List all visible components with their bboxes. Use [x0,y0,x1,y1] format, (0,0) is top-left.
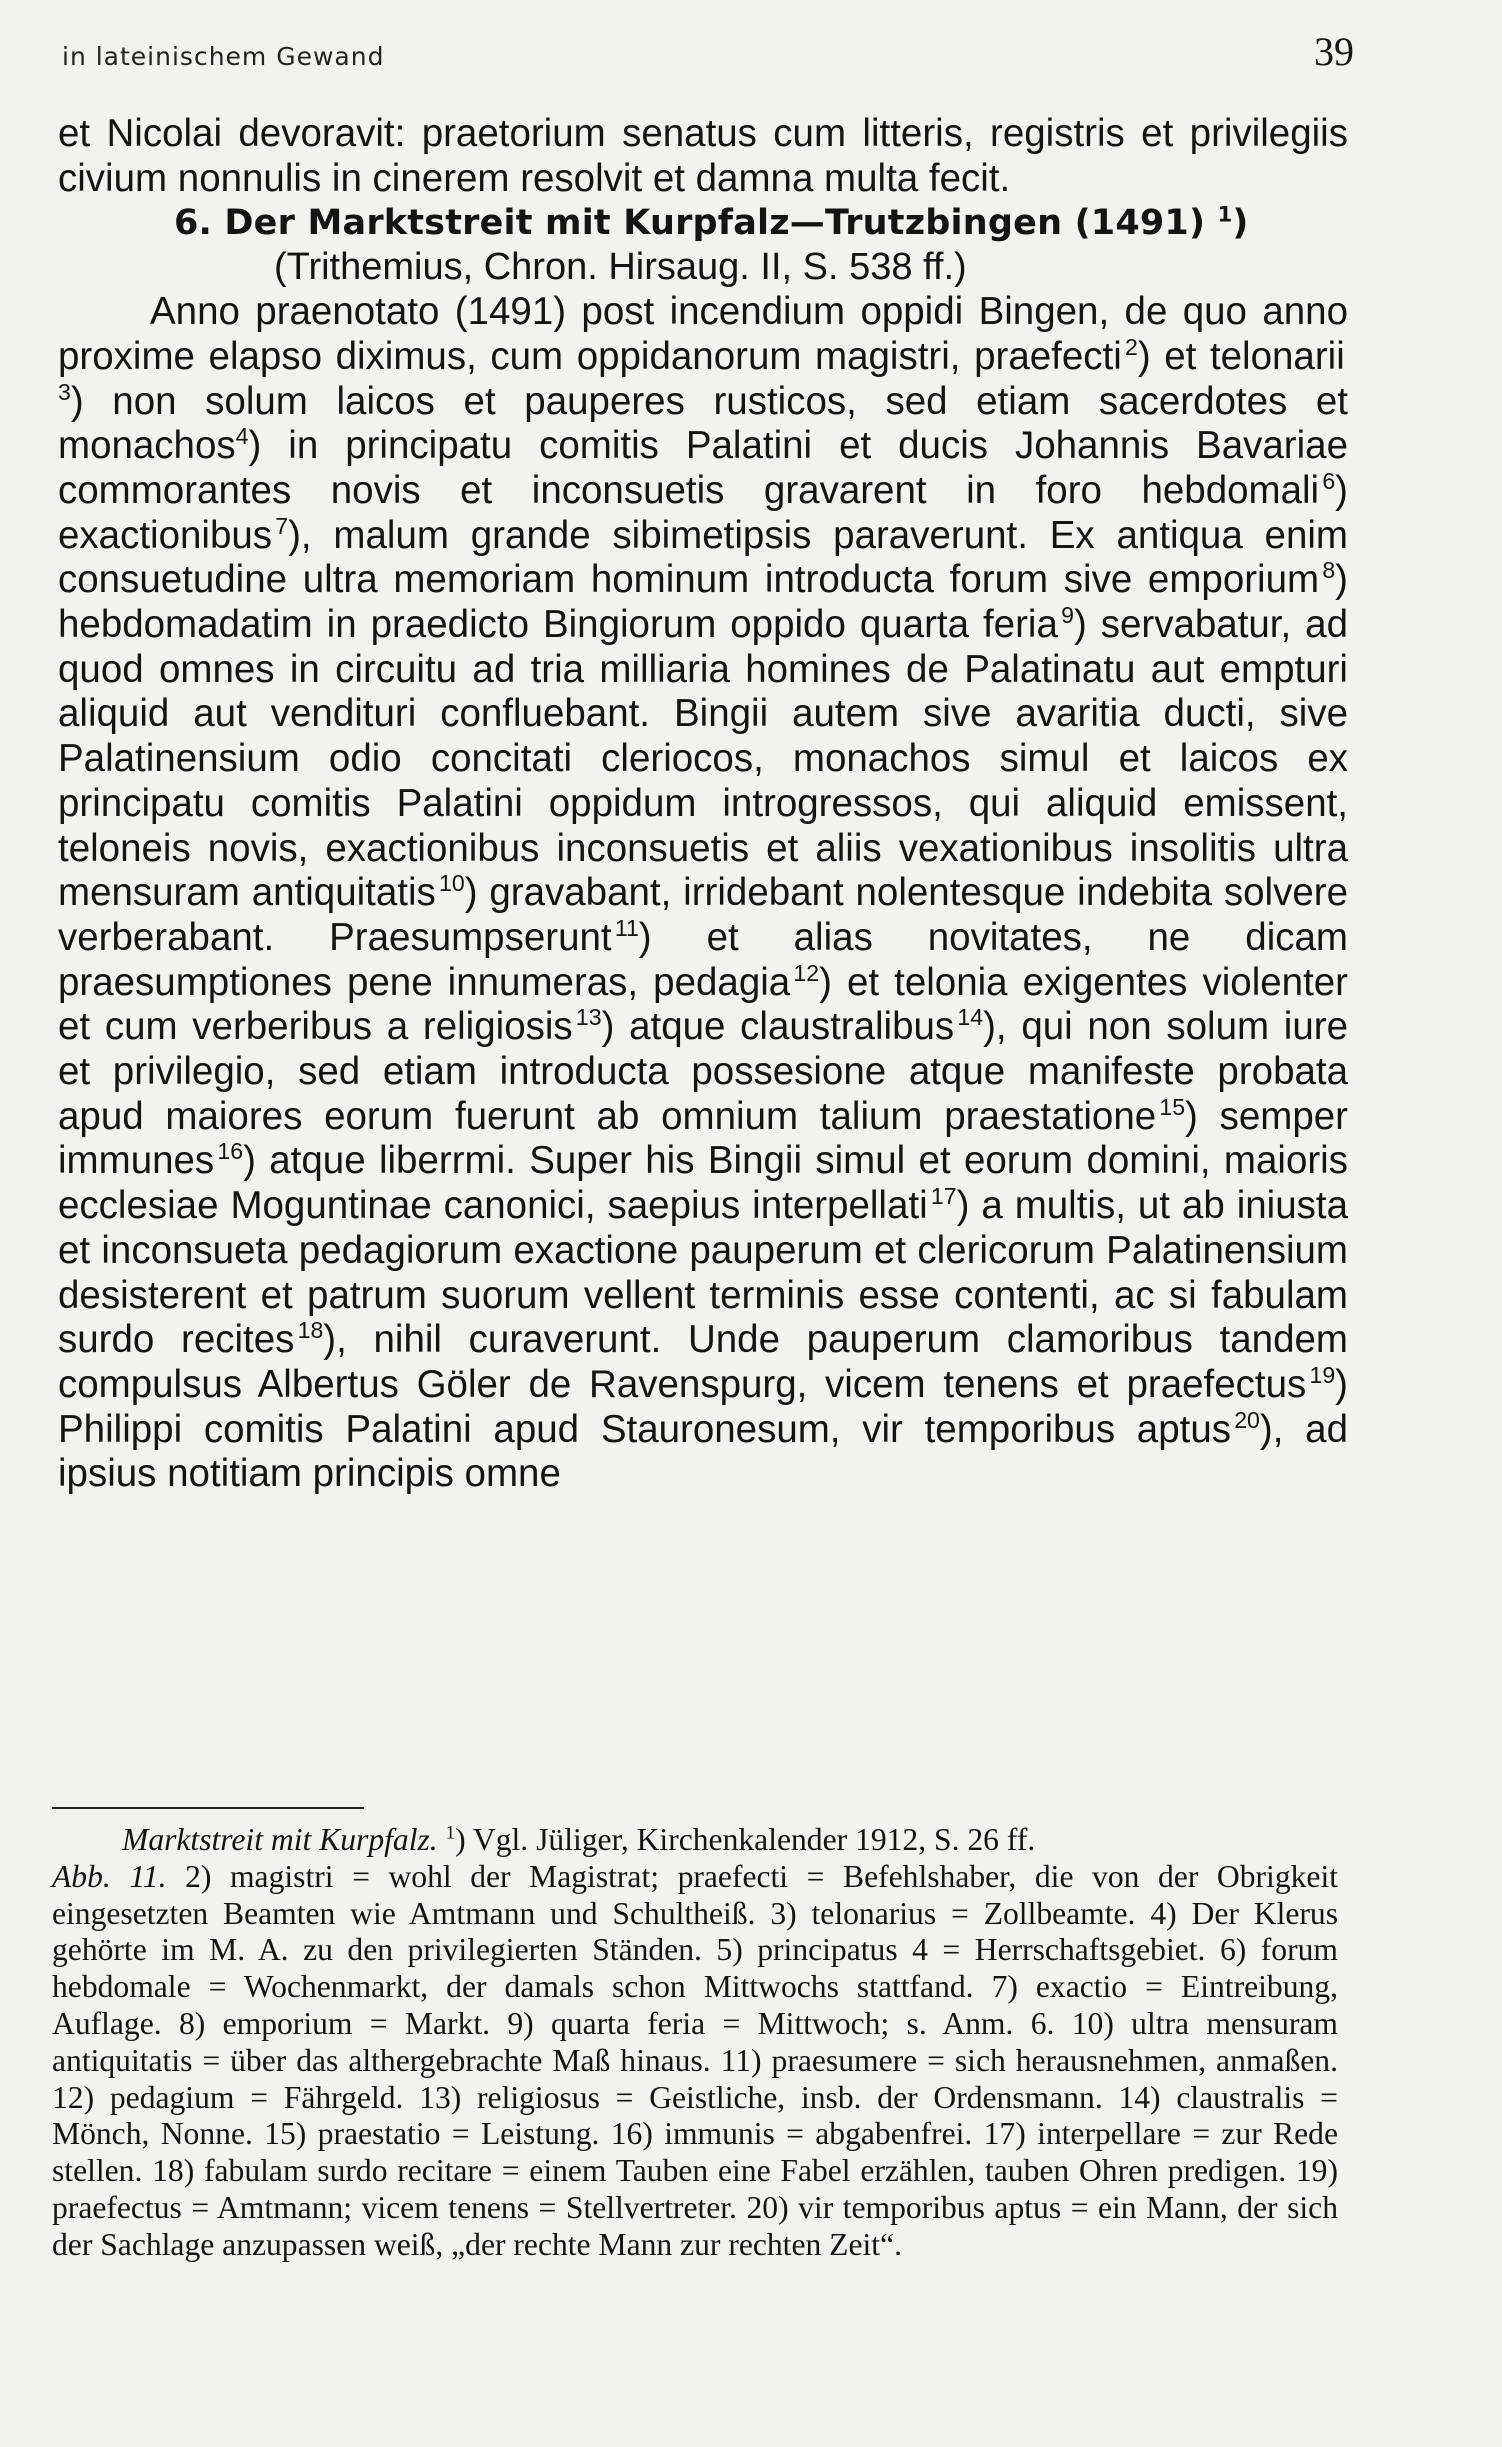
footnote-ref: 19 [1309,1362,1336,1389]
footnote-ref: 18 [297,1317,324,1344]
text-run: ) et alias novitates, ne dicam praesumptiones pene innumeras, pedagia [58,915,1348,1004]
footnote-block: Marktstreit mit Kurpfalz. $^1$) Vgl. Jüliger, Kirchenkalender 1912, S. 26 ff. Abb. 11. 2) magistri = wohl der Magistrat; praefecti = Befehlshaber, die von der Obrigkeit eingesetzten Beamten wie Amtmann und Schultheiß. 3) telonarius = Zollbeamte. 4) Der Klerus gehörte im M. A. zu den privilegierten Ständen. 5) principatus 4 = Herrschaftsgebiet. 6) forum hebdomale = Wochenmarkt, der damals schon Mittwochs stattfand. 7) exactio = Eintreibung, Auflage. 8) emporium = Markt. 9) quarta feria = Mittwoch; s. Anm. 6. 10) ultra mensuram antiquitatis = über das althergebrachte Maß hinaus. 11) praesumere = sich herausnehmen, anmaßen. 12) pedagium = Fährgeld. 13) religiosus = Geistliche, insb. der Ordensmann. 14) claustralis = Mönch, Nonne. 15) praestatio = Leistung. 16) immunis = abgabenfrei. 17) interpellare = zur Rede stellen. 18) fabulam surdo recitare = einem Tauben eine Fabel erzählen, tauben Ohren predigen. 19) praefectus = Amtmann; vicem tenens = Stellvertreter. 20) vir temporibus aptus = ein Mann, der sich der Sachlage anzupassen weiß, „der rechte Mann zur rechten Zeit“. [52,1822,1338,2262]
footnote-ref: 11 [614,915,639,942]
footnote-label: Marktstreit mit Kurpfalz. [122,1822,438,1857]
paragraph-main [58,290,1348,1497]
section-source: (Trithemius, Chron. Hirsaug. II, S. 538 ff.) [274,246,967,289]
text-run: ), malum grande sibimetipsis paraverunt. Ex antiqua enim consuetudine ultra memoriam hominum introducta forum sive emporium [58,513,1348,602]
footnote-ref: 4 [235,423,249,450]
footnote-ref: 13 [575,1004,602,1031]
figure-reference: Abb. 11. [52,1858,167,1894]
text-run: ) a multis, ut ab iniusta et inconsueta pedagiorum exactione pauperum et clericorum Palatinensium desisterent et patrum suorum vellent terminis esse contenti, ac si fabulam surdo recites [58,1184,1348,1362]
text-run: ), ad ipsius notitiam principis omne [58,1407,1348,1496]
footnote-ref: 16 [217,1138,244,1165]
text-run: ) et telonarii [1137,334,1345,378]
footnotes [52,1822,1338,2264]
footnote-ref: 9 [1061,602,1074,629]
section-heading-title: 6. Der Marktstreit mit Kurpfalz—Trutzbingen (1491) [174,203,1206,244]
footnote-ref: 1 [1217,202,1233,227]
paragraph-continued: et Nicolai devoravit: praetorium senatus cum litteris, registris et privilegiis civium nonnulis in cinerem resolvit et damna multa fecit. [58,112,1348,200]
footnote-ref: 10 [439,870,465,897]
footnote-ref: 2 [1124,333,1138,360]
text-run: ) exactionibus [58,468,1348,557]
footnote-text: 2) magistri = wohl der Magistrat; praefecti = Befehlshaber, die von der Obrigkeit eingesetzten Beamten wie Amtmann und Schultheiß. 3) telonarius = Zollbeamte. 4) Der Klerus gehörte im M. A. zu den privilegierten Ständen. 5) principatus 4 = Herrschaftsgebiet. 6) forum hebdomale = Wochenmarkt, der damals schon Mittwochs stattfand. 7) exactio = Eintreibung, Auflage. 8) emporium = Markt. 9) quarta feria = Mittwoch; s. Anm. 6. 10) ultra mensuram antiquitatis = über das althergebrachte Maß hinaus. 11) praesumere = sich herausnehmen, anmaßen. 12) pedagium = Fährgeld. 13) religiosus = Geistliche, insb. der Ordensmann. 14) claustralis = Mönch, Nonne. 15) praestatio = Leistung. 16) immunis = abgabenfrei. 17) interpellare = zur Rede stellen. 18) fabulam surdo recitare = einem Tauben eine Fabel erzählen, tauben Ohren predigen. 19) praefectus = Amtmann; vicem tenens = Stellvertreter. 20) vir temporibus aptus = ein Mann, der sich der Sachlage anzupassen weiß, „der rechte Mann zur rechten Zeit“. [52,1858,1338,2262]
text-run: ) servabatur, ad quod omnes in circuitu ad tria milliaria homines de Palatinatu aut empturi aliquid aut vendituri confluebant. Bingii autem sive avaritia ducti, sive Palatinensium odio concitati cleriocos, monachos simul et laicos ex principatu comitis Palatini oppidum introgressos, qui aliquid emissent, teloneis novis, exactionibus inconsuetis et aliis vexationibus insolitis ultra mensuram antiquitatis [58,603,1348,915]
page-header [62,28,1354,88]
text-run: ) in principatu comitis Palatini et ducis Johannis Bavariae commorantes novis et inconsuetis gravarent in foro hebdomali [58,424,1348,512]
text-run: ), nihil curaverunt. Unde pauperum clamoribus tandem compulsus Albertus Göler de Ravenspurg, vicem tenens et praefectus [58,1318,1348,1406]
footnote-ref: 3 [58,378,71,405]
footnote-ref: 17 [930,1183,957,1210]
text-run: ) et telonia exigentes violenter et cum verberibus a religiosis [58,960,1348,1049]
text-run: ) atque claustralibus [601,1005,955,1049]
footnote-ref: 20 [1234,1406,1260,1433]
footnote-ref: 14 [957,1004,984,1031]
page-number: 39 [1314,29,1354,74]
footnote-divider [52,1807,364,1809]
footnote-ref: 12 [793,959,820,986]
footnote-ref: 8 [1322,557,1336,584]
text-run: Anno praenotato (1491) post incendium oppidi Bingen, de quo anno proxime elapso diximus, cum oppidanorum magistri, praefecti [58,290,1348,378]
running-head: in lateinischem Gewand [62,42,385,71]
footnote-ref: 15 [1159,1093,1186,1120]
footnote-1: ) Vgl. Jüliger, Kirchenkalender 1912, S. 26 ff. [455,1822,1036,1857]
text-run: ) non solum laicos et pauperes rusticos, sed etiam sacerdotes et monachos [58,379,1348,468]
text-run: ) hebdomadatim in praedicto Bingiorum oppido quarta feria [58,558,1348,647]
footnote-ref: 7 [275,512,289,539]
text-run: ) semper immunes [58,1094,1348,1183]
footnote-ref: 6 [1322,468,1336,495]
text-run: ) Philippi comitis Palatini apud Stauronesum, vir temporibus aptus [58,1362,1348,1451]
text-run: ) gravabant, irridebant nolentesque indebita solvere verberabant. Praesumpserunt [58,871,1348,959]
section-heading: 6. Der Marktstreit mit Kurpfalz—Trutzbingen (1491) $^1$) [174,202,1249,244]
main-text [58,112,1348,1497]
text-run: ) atque liberrmi. Super his Bingii simul et eorum domini, maioris ecclesiae Moguntinae canonici, saepius interpellati [58,1139,1348,1228]
text-run: ), qui non solum iure et privilegio, sed etiam introducta possesione atque manifeste probata apud maiores eorum fuerunt ab omnium talium praestatione [58,1005,1349,1138]
